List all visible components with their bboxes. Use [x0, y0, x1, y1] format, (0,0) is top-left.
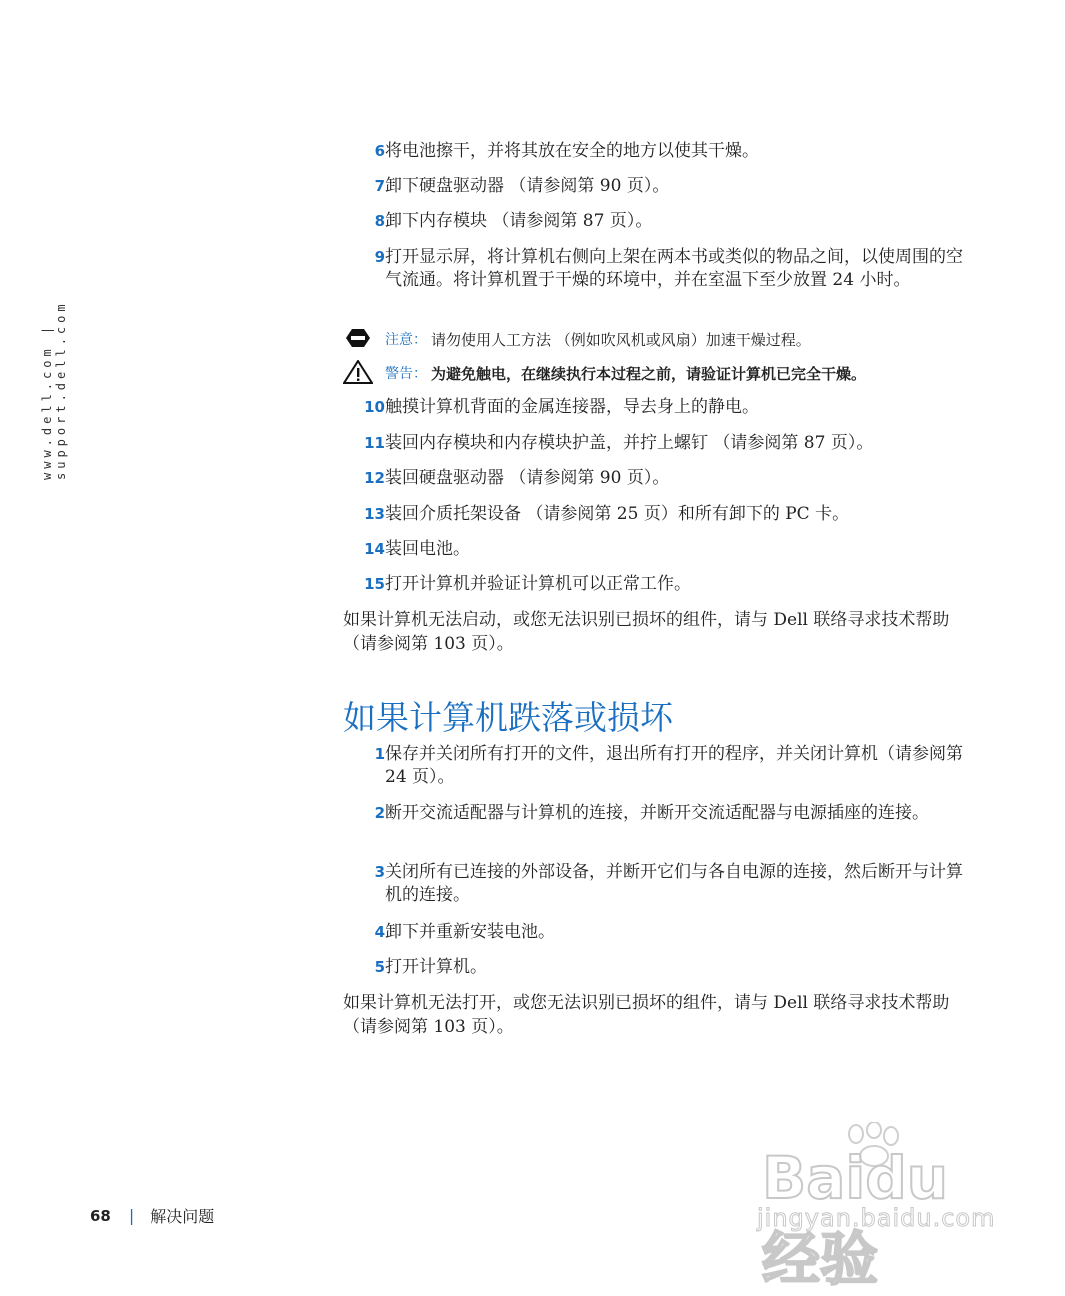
- step-number: 7: [374, 177, 385, 195]
- contact-paragraph-1: 如果计算机无法启动，或您无法识别已损坏的组件，请与 Dell 联络寻求技术帮助 （请参阅第 103 页）。: [343, 610, 950, 654]
- notice-label: 注意：: [385, 332, 427, 348]
- step-number: 13: [364, 505, 385, 523]
- step-text: 打开计算机。: [385, 957, 487, 977]
- page-footer: [90, 1204, 214, 1227]
- step-text: 关闭所有已连接的外部设备，并断开它们与各自电源的连接，然后断开与计算机的连接。: [385, 862, 963, 905]
- section-heading: 如果计算机跌落或损坏: [343, 698, 673, 737]
- step-text: 装回内存模块和内存模块护盖，并拧上螺钉 （请参阅第 87 页）。: [385, 433, 874, 453]
- warning-text: 为避免触电，在继续执行本过程之前，请验证计算机已完全干燥。: [431, 364, 867, 383]
- step-text: 断开交流适配器与计算机的连接，并断开交流适配器与电源插座的连接。: [385, 803, 929, 823]
- step-number: 2: [374, 804, 385, 822]
- step-number: 10: [364, 398, 385, 416]
- footer-section: 解决问题: [150, 1207, 215, 1226]
- step-number: 5: [374, 958, 385, 976]
- step-number: 11: [364, 434, 385, 452]
- step-number: 12: [364, 469, 385, 487]
- warning-triangle-icon: [343, 360, 385, 386]
- step-text: 卸下并重新安装电池。: [385, 922, 555, 942]
- step-text: 装回硬盘驱动器 （请参阅第 90 页）。: [385, 468, 670, 488]
- step-number: 14: [364, 540, 385, 558]
- step-text: 打开显示屏，将计算机右侧向上架在两本书或类似的物品之间，以使周围的空气流通。将计算机置于干燥的环境中，并在室温下至少放置 24 小时。: [385, 247, 963, 290]
- step-text: 触摸计算机背面的金属连接器，导去身上的静电。: [385, 397, 759, 417]
- watermark-logo: Baidu经验: [762, 1144, 949, 1293]
- sidebar-url: www.dell.com | support.dell.com: [40, 300, 68, 480]
- step-number: 4: [374, 923, 385, 941]
- step-text: 装回电池。: [385, 539, 470, 559]
- step-text: 卸下内存模块 （请参阅第 87 页）。: [385, 211, 653, 231]
- step-9: [343, 246, 963, 292]
- step-15: [343, 573, 963, 596]
- step-text: 卸下硬盘驱动器 （请参阅第 90 页）。: [385, 176, 670, 196]
- step-c-2: [343, 802, 963, 825]
- step-c-4: [343, 921, 963, 944]
- step-number: 8: [374, 212, 385, 230]
- footer-divider: |: [128, 1206, 135, 1225]
- step-number: 3: [374, 863, 385, 881]
- notice-text: 请勿使用人工方法 （例如吹风机或风扇）加速干燥过程。: [431, 330, 811, 349]
- step-6: [343, 140, 963, 163]
- step-c-5: [343, 956, 963, 979]
- watermark-url: jingyan.baidu.com: [757, 1204, 996, 1232]
- step-text: 打开计算机并验证计算机可以正常工作。: [385, 574, 691, 594]
- notice: [343, 326, 983, 352]
- step-7: [343, 175, 963, 198]
- warning-label: 警告：: [385, 366, 427, 382]
- step-11: [343, 432, 963, 455]
- step-c-3: [343, 861, 963, 907]
- contact-paragraph-2: 如果计算机无法打开，或您无法识别已损坏的组件，请与 Dell 联络寻求技术帮助 （请参阅第 103 页）。: [343, 993, 950, 1037]
- step-13: [343, 503, 963, 526]
- warning: [343, 360, 983, 386]
- step-text: 保存并关闭所有打开的文件，退出所有打开的程序，并关闭计算机（请参阅第 24 页）。: [385, 744, 963, 787]
- step-text: 将电池擦干，并将其放在安全的地方以使其干燥。: [385, 141, 759, 161]
- step-8: [343, 210, 963, 233]
- step-14: [343, 538, 963, 561]
- notice-icon: [343, 326, 385, 352]
- step-text: 装回介质托架设备 （请参阅第 25 页）和所有卸下的 PC 卡。: [385, 504, 850, 524]
- baidu-watermark: [752, 1122, 1002, 1293]
- page-number: 68: [90, 1206, 111, 1225]
- step-number: 6: [374, 142, 385, 160]
- step-number: 1: [374, 745, 385, 763]
- step-c-1: [343, 743, 963, 789]
- step-10: [343, 396, 963, 419]
- step-number: 15: [364, 575, 385, 593]
- step-12: [343, 467, 963, 490]
- step-number: 9: [374, 248, 385, 266]
